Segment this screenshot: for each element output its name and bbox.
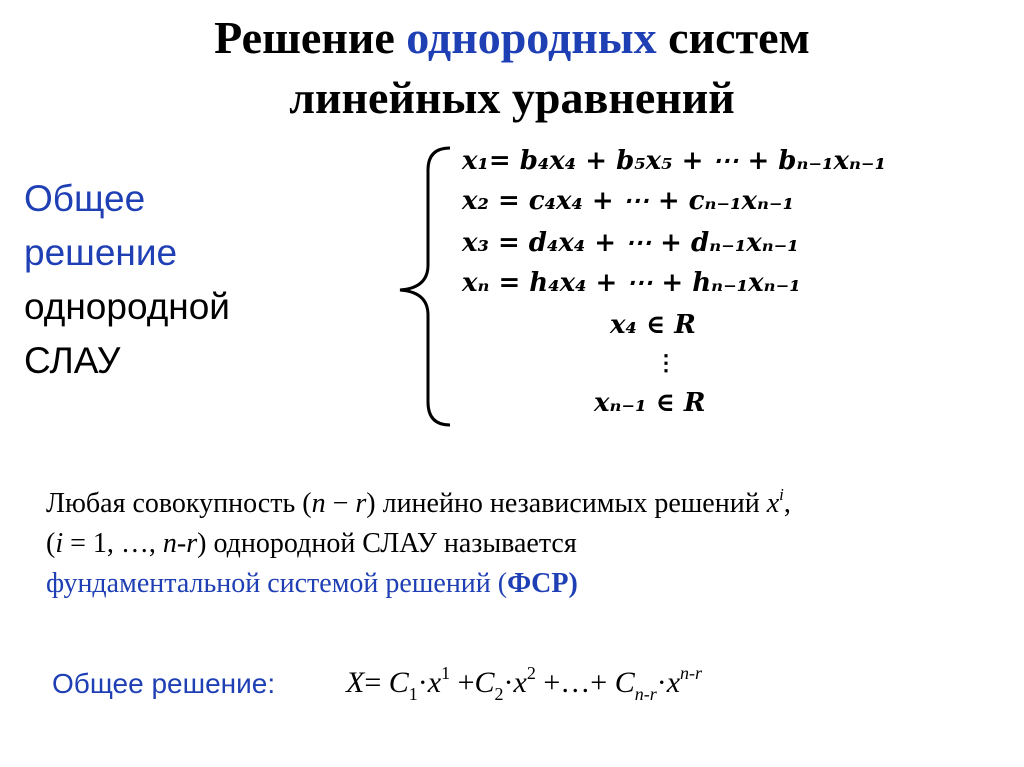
def-var-x: x	[766, 488, 780, 519]
def-abbrev: ФСР)	[507, 568, 578, 599]
formula-subnr: n-r	[634, 684, 657, 704]
def-var-i: i	[55, 528, 64, 559]
equation-3-text: x₃ = d₄x₄ + ⋯ + dₙ₋₁xₙ₋₁	[462, 228, 799, 258]
def-text: (	[46, 528, 56, 559]
left-brace-icon	[392, 140, 462, 430]
general-solution-label: Общее решение:	[52, 668, 276, 699]
equation-1-text: x₁= b₄x₄ + b₅x₅ + ⋯ + bₙ₋₁xₙ₋₁	[462, 146, 887, 176]
formula-sup1: 1	[441, 663, 451, 683]
formula-supnr: n-r	[680, 663, 703, 683]
formula-C2: C	[474, 666, 495, 699]
formula-x1: x	[427, 666, 442, 699]
general-solution-formula	[346, 663, 703, 704]
def-comma: ,	[783, 488, 791, 519]
def-var-n: n	[311, 488, 326, 519]
def-text: ) однородной СЛАУ называется	[197, 528, 577, 559]
equation-2-text: x₂ = c₄x₄ + ⋯ + cₙ₋₁xₙ₋₁	[462, 186, 795, 216]
formula-dot: ·	[656, 666, 667, 699]
equation-2	[462, 186, 794, 216]
def-text: Любая совокупность (	[46, 488, 312, 519]
definition-line-1	[46, 484, 791, 524]
equation-3	[462, 228, 799, 258]
formula-plus: +	[450, 666, 475, 699]
formula-x2: x	[513, 666, 527, 699]
caption-line-4: СЛАУ	[24, 340, 121, 381]
equation-1	[462, 146, 886, 176]
title-line-1	[0, 8, 1024, 68]
def-var-nr: n-r	[162, 528, 198, 559]
def-sup-i: i	[779, 485, 784, 504]
formula-sup2: 2	[526, 663, 536, 683]
caption-line-3: однородной	[24, 286, 230, 327]
formula-dot: ·	[503, 666, 514, 699]
def-var-r: r	[355, 488, 367, 519]
equation-5	[610, 310, 696, 340]
title-line-2: линейных уравнений	[289, 72, 735, 123]
equation-5-text: x₄ ∈ R	[610, 310, 696, 340]
formula-dot: ·	[417, 666, 428, 699]
equation-7-text: xₙ₋₁ ∈ R	[594, 388, 706, 418]
caption-line-2: решение	[24, 232, 178, 273]
formula-ellipsis: +…+	[535, 666, 615, 699]
general-solution-caption	[24, 172, 230, 388]
formula-sub1: 1	[408, 684, 418, 704]
title-text-post: систем	[656, 12, 810, 63]
def-term: фундаментальной системой решений (	[46, 568, 508, 599]
vertical-ellipsis: ⋮	[655, 350, 677, 376]
equation-4-text: xₙ = h₄x₄ + ⋯ + hₙ₋₁xₙ₋₁	[462, 268, 801, 298]
fsr-definition	[46, 484, 791, 604]
caption-line-1: Общее	[24, 178, 146, 219]
equation-7	[594, 388, 705, 418]
definition-line-2	[46, 524, 791, 564]
title-text-pre: Решение	[214, 12, 407, 63]
slide-title	[0, 8, 1024, 128]
formula-xnr: x	[666, 666, 681, 699]
def-text: ) линейно независимых решений	[366, 488, 767, 519]
formula-X: X	[346, 666, 365, 699]
formula-C1: C	[388, 666, 409, 699]
formula-Cnr: C	[614, 666, 635, 699]
equation-4	[462, 268, 801, 298]
definition-line-3	[46, 564, 791, 604]
formula-sub2: 2	[494, 684, 504, 704]
formula-eq: =	[364, 666, 389, 699]
def-minus: −	[325, 488, 356, 519]
def-text: = 1, …,	[63, 528, 163, 559]
title-text-accent: однородных	[406, 12, 657, 63]
